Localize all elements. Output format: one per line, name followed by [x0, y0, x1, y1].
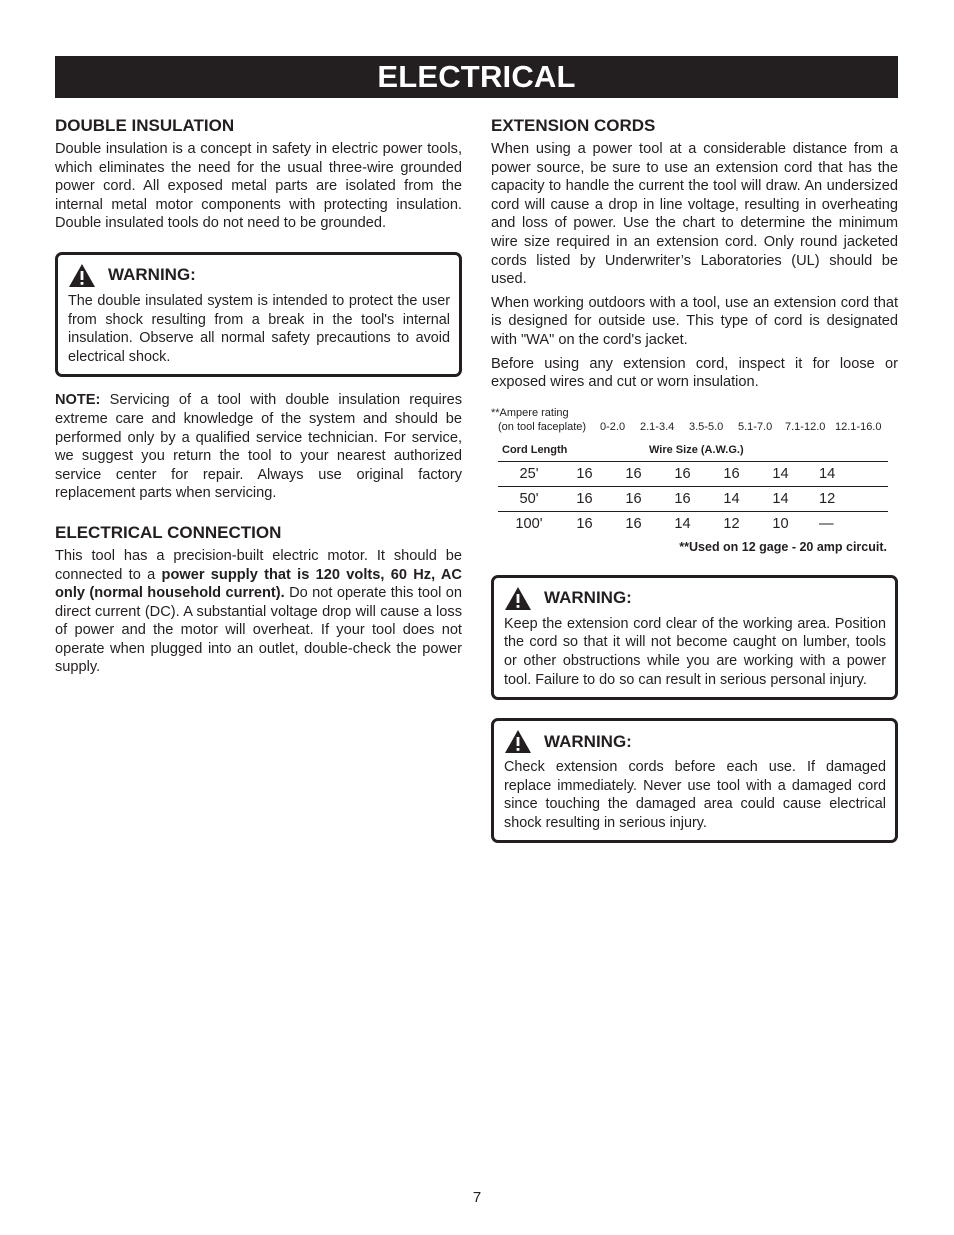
warning-triangle-icon: [68, 263, 96, 288]
ampere-range: 5.1-7.0: [738, 420, 773, 433]
wire-size-table: [498, 439, 888, 536]
warning-body: The double insulated system is intended to protect the user from shock resulting from a break in the tool's internal insulation. Observe all normal safety precautions to avoid electrical shock.: [68, 292, 450, 365]
ampere-range: 2.1-3.4: [640, 420, 675, 433]
ampere-range: 0-2.0: [600, 420, 626, 433]
electrical-connection-body: [55, 547, 462, 677]
extension-cords-para3: Before using any extension cord, inspect it for loose or exposed wires and cut or worn insulation.: [491, 355, 898, 391]
wire-size-cell: 12: [707, 511, 756, 536]
wire-size-cell: 14: [756, 486, 805, 511]
wire-size-cell: 14: [805, 461, 888, 486]
ec-body-post: Do not operate this tool on direct current (DC). A substantial voltage drop will cause a loss of power and the motor will overheat. If your tool does not operate when plugged into an outlet, double-check the power supply.: [55, 585, 462, 676]
wire-size-cell: 16: [560, 511, 609, 536]
wire-size-cell: —: [805, 511, 888, 536]
warning-body: Check extension cords before each use. If damaged replace immediately. Never use tool with a damaged cord since touching the damaged area could cause electrical shock resulting in serious injury.: [504, 759, 886, 831]
cord-length-cell: 100': [498, 511, 560, 536]
left-column: [55, 116, 462, 677]
table-footnote: **Used on 12 gage - 20 amp circuit.: [679, 539, 887, 554]
warning-box-check-cords: [491, 718, 898, 843]
wire-size-cell: 12: [805, 486, 888, 511]
wire-size-cell: 14: [756, 461, 805, 486]
wire-size-cell: 16: [609, 486, 658, 511]
warning-title: WARNING:: [544, 731, 632, 751]
table-row: [498, 486, 888, 511]
wire-size-cell: 16: [609, 511, 658, 536]
ampere-label: **Ampere rating: [491, 406, 569, 419]
section-title-banner: ELECTRICAL: [55, 56, 898, 98]
warning-triangle-icon: [504, 729, 532, 754]
faceplate-label: (on tool faceplate): [498, 420, 587, 433]
extension-cords-para1: When using a power tool at a considerable distance from a power source, be sure to use an extension cord that has the capacity to handle the current the tool will draw. An undersized cord will cause a drop in line voltage, resulting in overheating and loss of power. Use the chart to determine the minimum wire size required in an extension cord. Only round jacketed cords listed by Underwriter’s Laboratories (UL) should be used.: [491, 141, 898, 288]
ec-body-pre: This tool has a precision-built electric motor. It should be connected to a: [55, 547, 462, 583]
double-insulation-body: Double insulation is a concept in safety in electric power tools, which eliminates the need for the usual three-wire grounded power cord. All exposed metal parts are isolated from the internal metal motor components with protecting insulation. Double insulated tools do not need to be grounded.: [55, 141, 462, 232]
extension-cords-heading: EXTENSION CORDS: [491, 116, 656, 135]
ampere-range: 12.1-16.0: [835, 420, 882, 433]
wire-size-cell: 16: [560, 461, 609, 486]
double-insulation-heading: DOUBLE INSULATION: [55, 116, 235, 135]
table-row: [498, 511, 888, 536]
electrical-connection-heading: ELECTRICAL CONNECTION: [55, 522, 282, 542]
table-row: [498, 461, 888, 486]
wire-size-cell: 16: [658, 461, 707, 486]
note-paragraph: [55, 391, 462, 503]
extension-cords-para2: When working outdoors with a tool, use an extension cord that is designed for outside use. This type of cord is designated with "WA" on the cord's jacket.: [491, 294, 898, 348]
wire-size-cell: 14: [707, 486, 756, 511]
ampere-range: 3.5-5.0: [689, 420, 724, 433]
wire-size-cell: 16: [609, 461, 658, 486]
wire-size-cell: 16: [658, 486, 707, 511]
warning-body: Keep the extension cord clear of the working area. Position the cord so that it will not become caught on lumber, tools or other obstructions while you are working with a power tool. Failure to do so can result in serious personal injury.: [504, 615, 886, 688]
wire-size-cell: 10: [756, 511, 805, 536]
ampere-range: 7.1-12.0: [785, 420, 826, 433]
page-number: 7: [472, 1189, 482, 1206]
warning-title: WARNING:: [544, 588, 632, 608]
cord-length-cell: 25': [498, 461, 560, 486]
note-body: Servicing of a tool with double insulation requires extreme care and knowledge of the system and should be performed only by a qualified service technician. For service, we suggest you return the tool to your nearest authorized service center for repair. Always use original factory replacement parts when servicing.: [55, 392, 462, 502]
warning-box-cord-clear: [491, 575, 898, 700]
wire-size-cell: 16: [707, 461, 756, 486]
wire-size-cell: 14: [658, 511, 707, 536]
cord-length-cell: 50': [498, 486, 560, 511]
note-label: NOTE:: [55, 392, 101, 409]
ec-body-bold: power supply that is 120 volts, 60 Hz, AC only (normal household current).: [55, 566, 462, 602]
ampere-ranges-row: [491, 421, 898, 433]
right-column: [491, 116, 898, 843]
col-cord-length: Cord Length: [502, 443, 568, 456]
warning-title: WARNING:: [108, 265, 196, 285]
warning-triangle-icon: [504, 586, 532, 611]
col-wire-size: Wire Size (A.W.G.): [649, 443, 744, 456]
warning-box-insulation: [55, 252, 462, 377]
wire-size-cell: 16: [560, 486, 609, 511]
